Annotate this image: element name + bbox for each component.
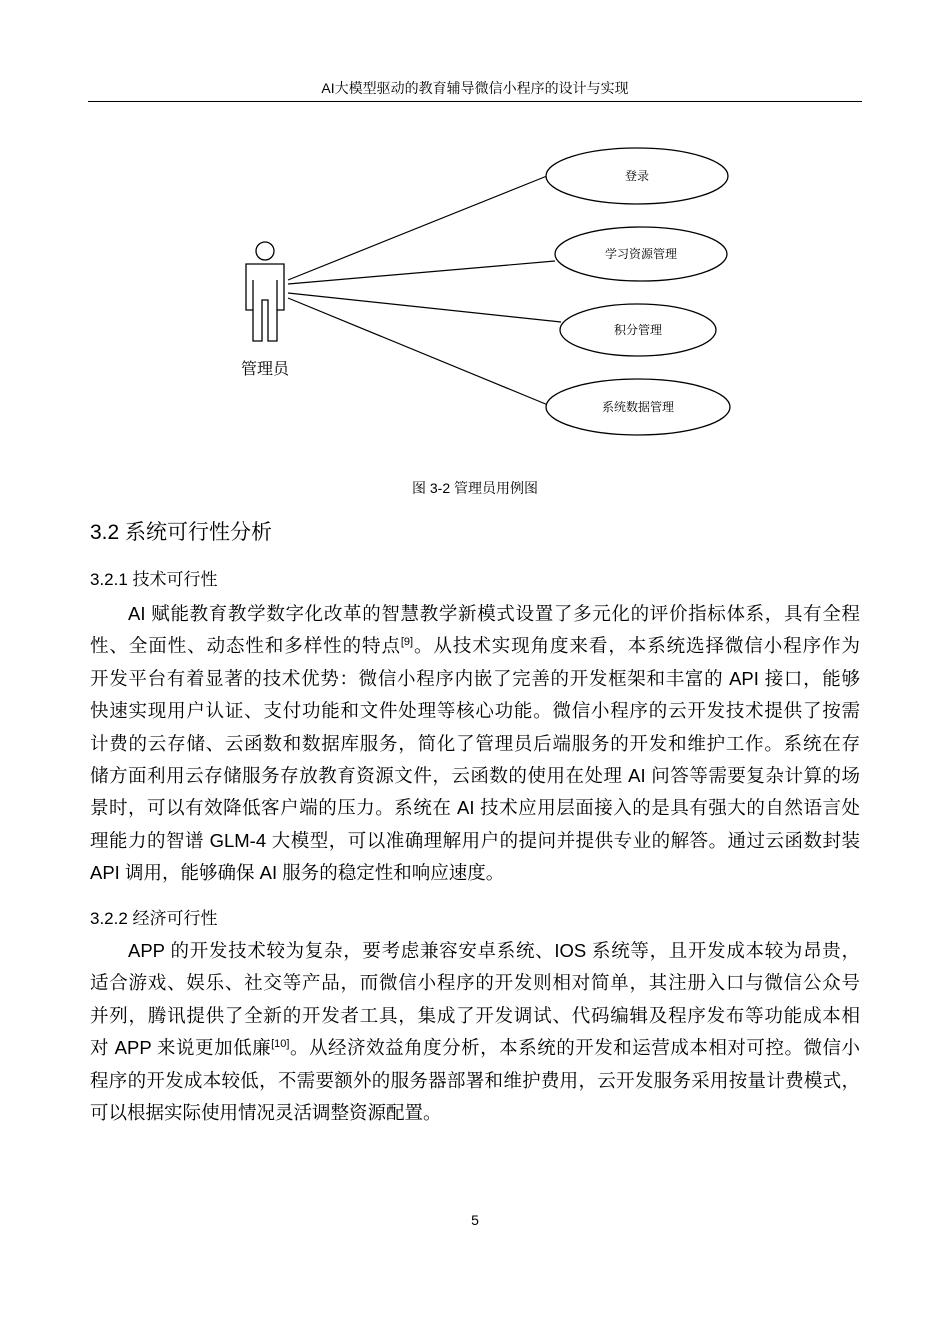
page-number: 5 bbox=[471, 1212, 479, 1228]
text-segment: 理能力的智谱 GLM-4 大模型，可以准确理解用户的提问并提供专业的解答。通过云函数封装 bbox=[90, 829, 860, 851]
use-case-label: 登录 bbox=[624, 169, 650, 183]
text-line bbox=[90, 665, 860, 691]
text-line bbox=[90, 697, 860, 723]
text-line bbox=[90, 1099, 860, 1125]
text-segment: 快速实现用户认证、支付功能和文件处理等核心功能。微信小程序的云开发技术提供了按需 bbox=[90, 700, 860, 722]
text-segment: 对 APP 来说更加低廉 bbox=[90, 1037, 272, 1059]
actor-figure bbox=[246, 242, 284, 341]
text-line bbox=[90, 1034, 860, 1060]
citation: [9] bbox=[400, 636, 414, 649]
text-segment: 程序的开发成本较低，不需要额外的服务器部署和维护费用，云开发服务采用按量计费模式， bbox=[90, 1069, 860, 1091]
text-line bbox=[90, 1067, 860, 1093]
text-segment: 性、全面性、动态性和多样性的特点 bbox=[90, 635, 401, 657]
text-segment: 并列，腾讯提供了全新的开发者工具，集成了开发调试、代码编辑及程序发布等功能成本相 bbox=[90, 1004, 860, 1026]
text-line bbox=[90, 730, 860, 756]
text-line bbox=[90, 1002, 860, 1028]
text-line bbox=[128, 600, 860, 626]
text-segment: 可以根据实际使用情况灵活调整资源配置。 bbox=[90, 1102, 442, 1123]
text-line bbox=[90, 762, 860, 788]
text-line bbox=[90, 827, 860, 853]
text-line bbox=[90, 969, 860, 995]
use-case-label: 系统数据管理 bbox=[601, 400, 675, 414]
text-segment: 适合游戏、娱乐、社交等产品，而微信小程序的开发则相对简单，其注册入口与微信公众号 bbox=[90, 972, 860, 994]
text-segment: 。从经济效益角度分析，本系统的开发和运营成本相对可控。微信小 bbox=[289, 1037, 860, 1059]
citation: [10] bbox=[271, 1038, 290, 1051]
use-case-label: 学习资源管理 bbox=[604, 247, 678, 261]
text-segment: 储方面利用云存储服务存放教育资源文件，云函数的使用在处理 AI 问答等需要复杂计算的场 bbox=[90, 765, 860, 786]
text-segment: APP 的开发技术较为复杂，要考虑兼容安卓系统、IOS 系统等，且开发成本较为昂贵， bbox=[128, 940, 860, 961]
text-segment: 开发平台有着显著的技术优势：微信小程序内嵌了完善的开发框架和丰富的 API 接口，能够 bbox=[90, 667, 860, 689]
text-segment: 计费的云存储、云函数和数据库服务，简化了管理员后端服务的开发和维护工作。系统在存 bbox=[90, 732, 860, 754]
text-line bbox=[90, 859, 860, 885]
section-heading: 3.2 系统可行性分析 bbox=[90, 521, 273, 544]
use-case-label: 积分管理 bbox=[613, 323, 663, 337]
actor-label: 管理员 bbox=[240, 361, 290, 378]
use-case-diagram bbox=[0, 0, 950, 470]
subsection-heading: 3.2.1 技术可行性 bbox=[90, 570, 218, 589]
text-line bbox=[90, 794, 860, 820]
figure-caption: 图 3-2 管理员用例图 bbox=[411, 480, 538, 496]
text-line bbox=[90, 632, 860, 658]
text-segment: 。从技术实现角度来看，本系统选择微信小程序作为 bbox=[413, 635, 860, 657]
subsection-heading: 3.2.2 经济可行性 bbox=[90, 909, 218, 928]
text-segment: API 调用，能够确保 AI 服务的稳定性和响应速度。 bbox=[90, 862, 505, 884]
text-segment: 景时，可以有效降低客户端的压力。系统在 AI 技术应用层面接入的是具有强大的自然语言处 bbox=[90, 797, 860, 819]
text-segment: AI 赋能教育教学数字化改革的智慧教学新模式设置了多元化的评价指标体系，具有全程 bbox=[128, 603, 860, 624]
running-header: AI大模型驱动的教育辅导微信小程序的设计与实现 bbox=[321, 80, 629, 96]
text-line bbox=[128, 937, 860, 963]
association-lines bbox=[288, 176, 561, 405]
